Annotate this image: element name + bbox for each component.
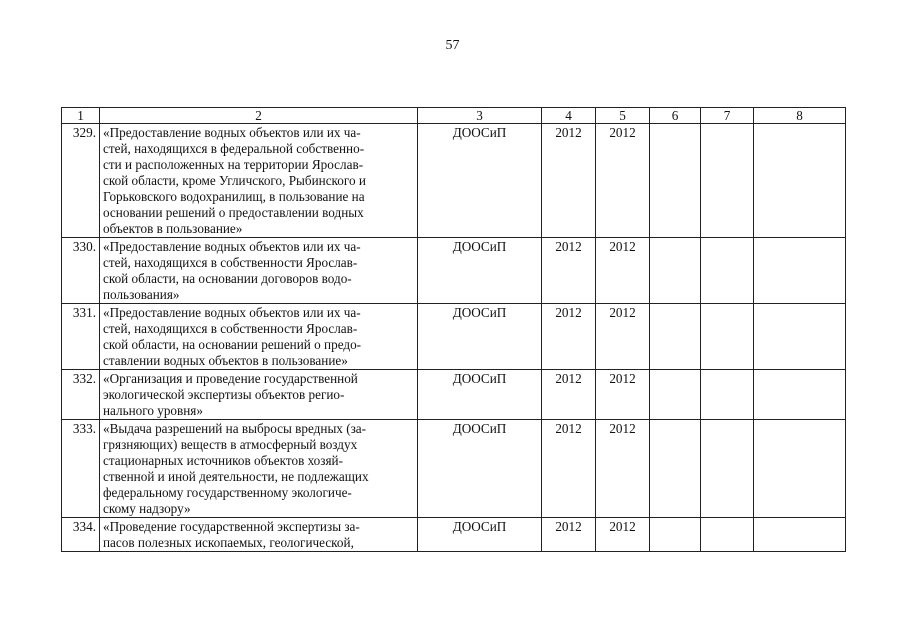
col-6-cell	[650, 124, 701, 238]
service-name-line: ственной и иной деятельности, не подлежащих	[103, 469, 369, 484]
service-name-line: стационарных источников объектов хозяй-	[103, 453, 344, 468]
service-name-line: пользования»	[103, 287, 180, 302]
start-year: 2012	[542, 518, 596, 552]
start-year: 2012	[542, 304, 596, 370]
service-name-line: грязняющих) веществ в атмосферный воздух	[103, 437, 358, 452]
responsible-department: ДООСиП	[418, 420, 542, 518]
service-name-line: «Проведение государственной экспертизы за-	[103, 519, 360, 534]
table-row	[62, 304, 846, 370]
responsible-department: ДООСиП	[418, 124, 542, 238]
header-col-8: 8	[754, 108, 846, 124]
service-name-line: ской области, на основании договоров водо-	[103, 271, 352, 286]
service-name	[100, 518, 418, 552]
service-name-line: «Предоставление водных объектов или их ча-	[103, 125, 361, 140]
col-8-cell	[754, 304, 846, 370]
table-row	[62, 238, 846, 304]
service-name-line: «Организация и проведение государственной	[103, 371, 358, 386]
header-col-7: 7	[701, 108, 754, 124]
service-name-line: ской области, на основании решений о предо-	[103, 337, 362, 352]
service-name-line: федеральному государственному экологиче-	[103, 485, 352, 500]
end-year: 2012	[596, 124, 650, 238]
col-7-cell	[701, 370, 754, 420]
table-row	[62, 518, 846, 552]
services-table	[61, 107, 846, 552]
row-number: 334.	[62, 518, 100, 552]
col-7-cell	[701, 518, 754, 552]
service-name	[100, 124, 418, 238]
col-7-cell	[701, 238, 754, 304]
end-year: 2012	[596, 304, 650, 370]
start-year: 2012	[542, 420, 596, 518]
col-7-cell	[701, 124, 754, 238]
row-number: 333.	[62, 420, 100, 518]
header-col-1: 1	[62, 108, 100, 124]
service-name	[100, 304, 418, 370]
end-year: 2012	[596, 238, 650, 304]
table-row	[62, 420, 846, 518]
service-name-line: скому надзору»	[103, 501, 191, 516]
service-name-line: стей, находящихся в собственности Ярослав-	[103, 321, 358, 336]
responsible-department: ДООСиП	[418, 304, 542, 370]
header-col-6: 6	[650, 108, 701, 124]
col-8-cell	[754, 420, 846, 518]
col-6-cell	[650, 420, 701, 518]
col-6-cell	[650, 370, 701, 420]
header-row	[62, 108, 846, 124]
end-year: 2012	[596, 420, 650, 518]
service-name-line: «Предоставление водных объектов или их ча-	[103, 239, 361, 254]
start-year: 2012	[542, 370, 596, 420]
col-6-cell	[650, 518, 701, 552]
col-6-cell	[650, 304, 701, 370]
col-8-cell	[754, 124, 846, 238]
header-col-3: 3	[418, 108, 542, 124]
service-name-line: экологической экспертизы объектов регио-	[103, 387, 345, 402]
col-7-cell	[701, 304, 754, 370]
service-name	[100, 370, 418, 420]
start-year: 2012	[542, 124, 596, 238]
service-name-line: ской области, кроме Угличского, Рыбинского и	[103, 173, 366, 188]
table-row	[62, 370, 846, 420]
service-name-line: «Предоставление водных объектов или их ча-	[103, 305, 361, 320]
page-number: 57	[445, 38, 460, 53]
table-row	[62, 124, 846, 238]
service-name	[100, 420, 418, 518]
service-name-line: Горьковского водохранилищ, в пользование на	[103, 189, 365, 204]
header-col-2: 2	[100, 108, 418, 124]
header-col-4: 4	[542, 108, 596, 124]
service-name-line: нального уровня»	[103, 403, 203, 418]
end-year: 2012	[596, 518, 650, 552]
responsible-department: ДООСиП	[418, 238, 542, 304]
service-name-line: пасов полезных ископаемых, геологической,	[103, 535, 354, 550]
service-name-line: стей, находящихся в собственности Ярослав-	[103, 255, 358, 270]
start-year: 2012	[542, 238, 596, 304]
responsible-department: ДООСиП	[418, 518, 542, 552]
service-name-line: основании решений о предоставлении водных	[103, 205, 364, 220]
responsible-department: ДООСиП	[418, 370, 542, 420]
row-number: 330.	[62, 238, 100, 304]
service-name-line: сти и расположенных на территории Ярослав-	[103, 157, 364, 172]
col-8-cell	[754, 370, 846, 420]
service-name	[100, 238, 418, 304]
service-name-line: объектов в пользование»	[103, 221, 243, 236]
service-name-line: «Выдача разрешений на выбросы вредных (за-	[103, 421, 367, 436]
end-year: 2012	[596, 370, 650, 420]
service-name-line: ставлении водных объектов в пользование»	[103, 353, 348, 368]
row-number: 329.	[62, 124, 100, 238]
table-body	[62, 124, 846, 552]
header-col-5: 5	[596, 108, 650, 124]
service-name-line: стей, находящихся в федеральной собственно-	[103, 141, 365, 156]
row-number: 331.	[62, 304, 100, 370]
col-8-cell	[754, 518, 846, 552]
col-7-cell	[701, 420, 754, 518]
col-8-cell	[754, 238, 846, 304]
row-number: 332.	[62, 370, 100, 420]
col-6-cell	[650, 238, 701, 304]
